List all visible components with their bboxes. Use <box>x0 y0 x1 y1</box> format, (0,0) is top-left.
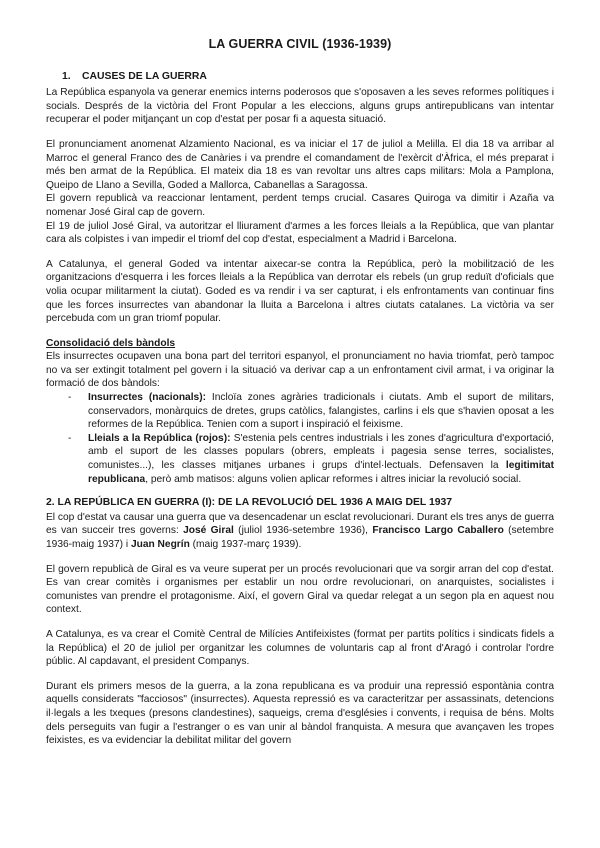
list-item-insurgents <box>68 391 554 432</box>
factions-list <box>46 391 554 486</box>
insurgents-label: Insurrectes (nacionals): <box>88 392 206 404</box>
loyalists-bold-legitimacy: legitimitat republicana <box>88 460 554 485</box>
section-2-heading: 2. LA REPÚBLICA EN GUERRA (I): DE LA REVOLUCIÓ DEL 1936 A MAIG DEL 1937 <box>46 497 453 509</box>
government-giral: José Giral <box>183 525 234 537</box>
list-item-loyalists <box>68 432 554 486</box>
government-negrin: Juan Negrín <box>130 539 190 550</box>
section-2-p1-text-d: (maig 1937-març 1939). <box>189 539 302 550</box>
subheading-consolidation: Consolidació dels bàndols <box>46 337 176 349</box>
section-1-paragraph-5: A Catalunya, el general Goded va intentar aixecar-se contra la República, però la mobilització de les organitzacions d'esquerra i les forces lleials a la República van derrotar els rebels (un grup reduït d'oficials que volia ocupar militarment la ciutat). Goded es va rendir i va ser capturat, i els enfrontaments van continuar fins que les forces insurrectes van abandonar la lluita a Barcelona i altres ciutats catalanes. La victòria va ser percebuda com un gran triomf popular. <box>46 258 554 325</box>
loyalists-label: Lleials a la República (rojos): <box>88 432 231 444</box>
government-largo-caballero: Francisco Largo Caballero <box>372 525 504 537</box>
section-1-paragraph-1: La República espanyola va generar enemics interns poderosos que s'oposaven a les seves reformes polítiques i socials. Després de la victòria del Front Popular a les eleccions, alguns grups antirepublicans van intentar recuperar el poder mitjançant un cop d'estat per posar fi a aquesta situació. <box>46 87 554 126</box>
loyalists-text-a: S'estenia pels centres industrials i les zones d'agricultura d'exportació, amb el suport de les classes populars (obrers, empleats i pagesia sense terres, socialistes, comunistes...), les classes mitjanes urbanes i grups d'intel·lectuals. Defensaven la <box>88 432 554 472</box>
section-2-p1-text-c: (setembre 1936-maig 1937) i <box>46 525 554 550</box>
section-1-paragraph-6: Els insurrectes ocupaven una bona part del territori espanyol, el pronunciament no havia triomfat, però tampoc no va ser extingit totalment pel govern i la situació va derivar cap a un enfrontament civil armat, i va originar la formació de dos bàndols: <box>46 351 554 390</box>
section-1-paragraph-2: El pronunciament anomenat Alzamiento Nacional, es va iniciar el 17 de juliol a Melilla. El dia 18 va arribar al Marroc el general Franco des de Canàries i va prendre el comandament de l'exèrcit d'Àfrica, el més preparat i més ben armat de la República. El mateix dia 18 es van revoltar uns altres caps militars: Mola a Pamplona, Queipo de Llano a Sevilla, Goded a Mallorca, Cabanellas a Saragossa. <box>46 138 554 191</box>
section-1-paragraph-4: El 19 de juliol José Giral, va autoritzar el lliurament d'armes a les forces lleials a la República, que van plantar cara als colpistes i van impedir el triomf del cop d'estat, especialment a Madrid i Barcelona. <box>46 220 554 246</box>
section-2-paragraph-4: Durant els primers mesos de la guerra, a la zona republicana es va produir una repressió espontània contra aquells considerats "facciosos" (insurrectes). Aquesta repressió es va caracteritzar per assassinats, detencions il·legals a les txeques (presons clandestines), saqueigs, crema d'esglésies i convents, i requisa de béns. Molts dels perseguits van fugir a l'estranger o es van unir al bàndol franquista. A mesura que avançaven les tropes feixistes, es va evidenciar la debilitat militar del govern <box>46 680 554 747</box>
section-2-paragraph-1 <box>46 511 554 552</box>
list-dash: - <box>68 392 72 404</box>
document-title: LA GUERRA CIVIL (1936-1939) <box>208 37 392 51</box>
section-2-paragraph-3: A Catalunya, es va crear el Comitè Central de Milícies Antifeixistes (format per partits polítics i sindicats fidels a la República) el 20 de juliol per organitzar les columnes de voluntaris cap al front d'Aragó i controlar l'ordre públic. Al capdavant, el president Companys. <box>46 628 554 668</box>
insurgents-text: Incloïa zones agràries tradicionals i ciutats. Amb el suport de militars, conservadors, monàrquics de dretes, grups catòlics, falangistes, carlins i els que s'havien oposat a les reformes de la República. Tenien com a suport i inspiració el feixisme. <box>88 392 554 431</box>
section-2-p1-text-a: El cop d'estat va causar una guerra que va desencadenar un esclat revolucionari. Durant els tres anys de guerra es van succeir tres governs: <box>46 511 554 537</box>
section-2-paragraph-2: El govern republicà de Giral es va veure superat per un procés revolucionari que va sorgir arran del cop d'estat. Es van crear comitès i organismes per establir un nou ordre revolucionari, on anarquistes, socialistes i comunistes van prendre el protagonisme. Així, el govern Giral va quedar relegat a un segon pla en aquest nou context. <box>46 563 554 616</box>
section-1-number: 1. <box>62 70 71 82</box>
section-1-heading-text: CAUSES DE LA GUERRA <box>82 70 207 82</box>
loyalists-text-b: , però amb matisos: alguns volien aplicar reformes i altres iniciar la revolució social. <box>145 473 522 485</box>
section-1-heading <box>46 70 554 84</box>
list-dash: - <box>68 432 72 444</box>
section-1-paragraph-3: El govern republicà va reaccionar lentament, perdent temps crucial. Casares Quiroga va dimitir i Azaña va nomenar José Giral cap de govern. <box>46 193 554 218</box>
section-2-p1-text-b: (juliol 1936-setembre 1936), <box>233 525 373 537</box>
